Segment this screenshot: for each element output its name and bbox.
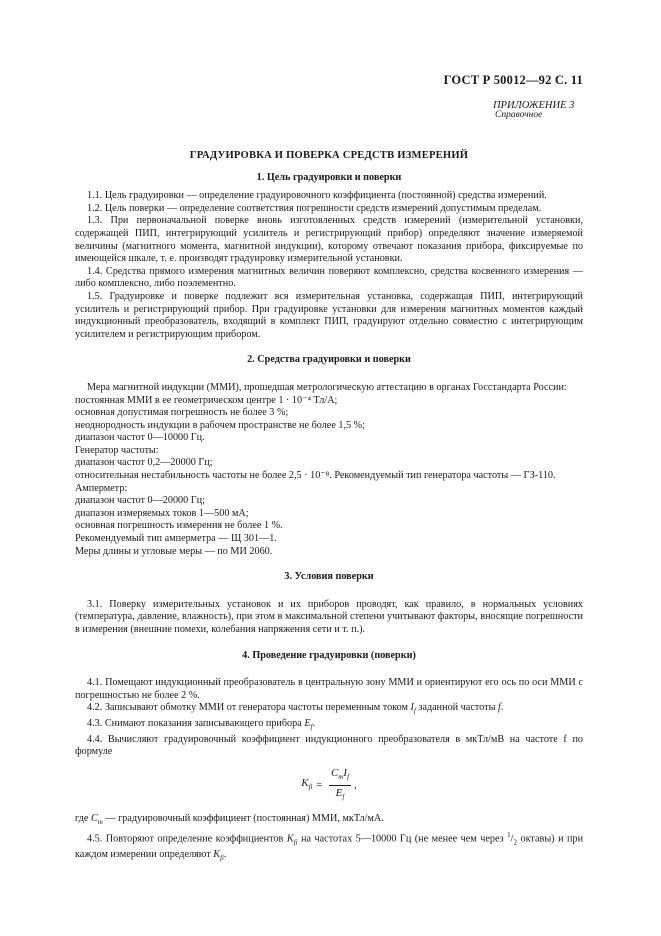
formula-calibration-coefficient: $K_{fi}$ = $\frac{C_mI_f}{E_f}$ , — [75, 767, 583, 804]
spec-line: постоянная ММИ в ее геометрическом центре 1 · 10⁻⁴ Тл/А; — [75, 394, 338, 406]
paragraph-1-2: 1.2. Цель поверки — определение соответствия погрешности средств измерений допустимым пределам. — [87, 202, 542, 214]
document-body — [75, 150, 583, 865]
paragraph-4-3: 4.3. Снимают показания записывающего прибора $E_f$. — [87, 718, 316, 732]
paragraph-4-1: 4.1. Помещают индукционный преобразователь в центральную зону ММИ и ориентируют его ось по оси ММИ с погрешностью не более 2 %. — [75, 677, 583, 701]
paragraph-1-3: 1.3. При первоначальной поверке вновь изготовленных средств измерений (измерительной установки, содержащей ПИП, интегрирующий усилитель и регистрирующий прибор) определяют значение измеряемой величины (магнитного момента, магнитной индукции), которому отвечают показания прибора, фиксируемые по имеющейся шкале, т. е. производят градуировку измерительной установки. — [75, 215, 583, 265]
appendix-title: ПРИЛОЖЕНИЕ 3 — [493, 100, 575, 111]
spec-line: неоднородность индукции в рабочем пространстве не более 1,5 %; — [75, 419, 365, 431]
spec-line: основная погрешность измерения не более 1 %. — [75, 520, 283, 532]
document-code: ГОСТ Р 50012—92 С. 11 — [443, 73, 583, 87]
page-title: ГРАДУИРОВКА И ПОВЕРКА СРЕДСТВ ИЗМЕРЕНИЙ — [189, 150, 469, 161]
section-2-intro: Мера магнитной индукции (ММИ), прошедшая метрологическую аттестацию в органах Госстандарта России: — [87, 381, 567, 393]
paragraph-3-1: 3.1. Поверку измерительных установок и их приборов проводят, как правило, в нормальных условиях (температура, давление, влажность), при этом в максимальной степени учитывают факторы, вносящие погрешности в измерения (внешние помехи, колебания напряжения сети и т. п.). — [75, 598, 583, 635]
formula-fraction: $\frac{C_mI_f}{E_f}$ — [330, 766, 349, 801]
spec-line: Генератор частоты: — [75, 444, 159, 456]
spec-line: Рекомендуемый тип амперметра — Щ 301—1. — [75, 533, 277, 545]
section-2-title: 2. Средства градуировки и поверки — [247, 354, 411, 366]
spec-line: диапазон частот 0,2—20000 Гц; — [75, 457, 213, 469]
section-1-title: 1. Цель градуировки и поверки — [256, 171, 402, 183]
section-4-title: 4. Проведение градуировки (поверки) — [242, 649, 416, 661]
frequency-instability: относительная нестабильность частоты не более 2,5 · 10⁻⁸. Рекомендуемый тип генератора частоты — ГЗ-110. — [75, 470, 556, 482]
paragraph-4-4: 4.4. Вычисляют градуировочный коэффициент индукционного преобразователя в мкТл/мВ на частоте f по формуле — [75, 733, 583, 758]
appendix-label — [493, 100, 583, 120]
paragraph-1-4: 1.4. Средства прямого измерения магнитных величин поверяют комплексно, средства косвенного измерения — либо комплексно, либо поэлементно. — [75, 265, 583, 290]
paragraph-4-2: 4.2. Записывают обмотку ММИ от генератора частоты переменным током $I_f$ заданной частоты f. — [87, 702, 504, 716]
formula-legend: где $C_m$ — градуировочный коэффициент (постоянная) ММИ, мкТл/мА. — [75, 813, 384, 827]
spec-line: основная допустимая погрешность не более 3 %; — [75, 407, 289, 419]
paragraph-1-5: 1.5. Градуировке и поверке подлежит вся измерительная установка, содержащая ПИП, интегрирующий усилитель и регистрирующий прибор. При градуировке установки для измерения магнитных моментов каждый индукционный преобразователь, входящий в комплект ПИП, градуируют отдельно совместно с интегрирующим усилителем и регистрирующим прибором. — [75, 290, 583, 340]
paragraph-4-5: 4.5. Повторяют определение коэффициентов $K_{fi}$ на частотах 5—10000 Гц (не менее чем через $^1/_2$ октавы) и при каждом измерении определяют $K_{fi}$. — [75, 831, 584, 863]
paragraph-1-1: 1.1. Цель градуировки — определение градуировочного коэффициента (постоянной) средства измерений. — [87, 190, 547, 202]
spec-line: диапазон измеряемых токов 1—500 мА; — [75, 507, 249, 519]
spec-line: Меры длины и угловые меры — по МИ 2060. — [75, 545, 273, 557]
appendix-note: Справочное — [495, 110, 543, 120]
spec-line: Амперметр: — [75, 482, 128, 494]
spec-line: диапазон частот 0—20000 Гц; — [75, 495, 205, 507]
section-3-title: 3. Условия поверки — [284, 571, 374, 583]
spec-line: диапазон частот 0—10000 Гц. — [75, 432, 205, 444]
